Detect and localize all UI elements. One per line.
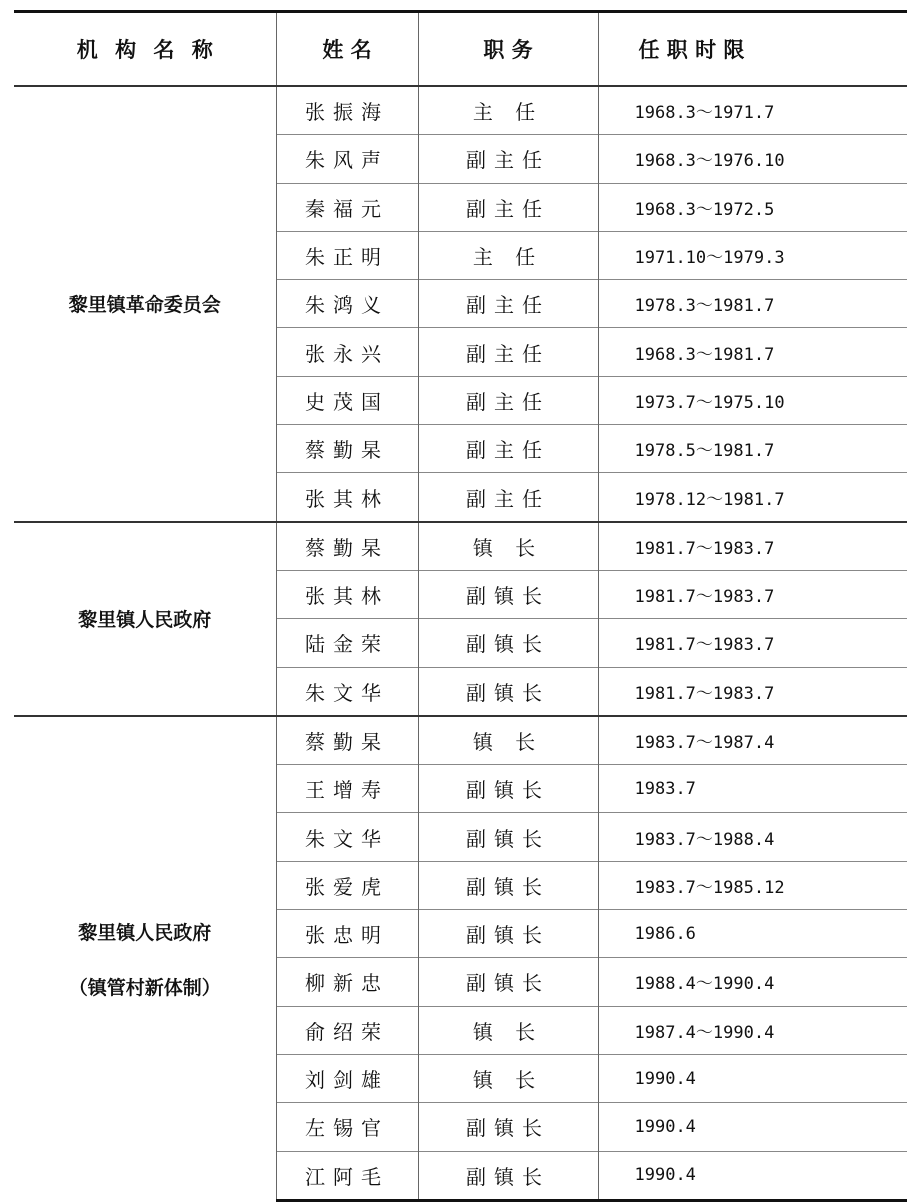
name-cell: 蔡勤杲 [276,425,418,473]
name-cell: 张爱虎 [276,861,418,909]
table-row [14,522,907,571]
name-cell: 陆金荣 [276,619,418,667]
term-cell: 1983.7～1987.4 [598,716,907,765]
header-org: 机 构 名 称 [14,12,276,87]
name-cell: 左锡官 [276,1103,418,1151]
name-cell: 张其林 [276,473,418,522]
role-cell: 副主任 [418,328,598,376]
name-cell: 张永兴 [276,328,418,376]
term-cell: 1990.4 [598,1054,907,1102]
term-cell: 1981.7～1983.7 [598,570,907,618]
term-cell: 1968.3～1972.5 [598,183,907,231]
table-header [14,12,907,87]
role-cell: 副主任 [418,473,598,522]
role-cell: 副镇长 [418,619,598,667]
role-cell: 镇 长 [418,716,598,765]
org-name-line: （镇管村新体制） [68,976,221,999]
table-row [14,716,907,765]
term-cell: 1986.6 [598,910,907,958]
term-cell: 1968.3～1981.7 [598,328,907,376]
role-cell: 副镇长 [418,813,598,861]
org-name-line: 黎里镇人民政府 [78,609,212,632]
role-cell: 副镇长 [418,667,598,716]
term-cell: 1981.7～1983.7 [598,619,907,667]
org-name-cell [14,522,276,716]
org-name-cell [14,86,276,522]
role-cell: 副镇长 [418,958,598,1006]
name-cell: 朱文华 [276,813,418,861]
role-cell: 副镇长 [418,570,598,618]
name-cell: 朱风声 [276,135,418,183]
role-cell: 副主任 [418,183,598,231]
term-cell: 1968.3～1976.10 [598,135,907,183]
role-cell: 镇 长 [418,522,598,571]
role-cell: 镇 长 [418,1006,598,1054]
header-term: 任 职 时 限 [598,12,907,87]
org-name-line: 黎里镇人民政府 [78,921,212,944]
role-cell: 镇 长 [418,1054,598,1102]
officials-table [14,10,907,1202]
term-cell: 1978.12～1981.7 [598,473,907,522]
term-cell: 1971.10～1979.3 [598,231,907,279]
name-cell: 朱正明 [276,231,418,279]
term-cell: 1983.7～1985.12 [598,861,907,909]
name-cell: 王增寿 [276,765,418,813]
name-cell: 张其林 [276,570,418,618]
term-cell: 1990.4 [598,1103,907,1151]
term-cell: 1968.3～1971.7 [598,86,907,135]
term-cell: 1983.7 [598,765,907,813]
name-cell: 俞绍荣 [276,1006,418,1054]
role-cell: 副镇长 [418,765,598,813]
role-cell: 副镇长 [418,861,598,909]
name-cell: 朱鸿义 [276,280,418,328]
term-cell: 1981.7～1983.7 [598,667,907,716]
term-cell: 1978.3～1981.7 [598,280,907,328]
term-cell: 1988.4～1990.4 [598,958,907,1006]
name-cell: 秦福元 [276,183,418,231]
name-cell: 刘剑雄 [276,1054,418,1102]
role-cell: 副镇长 [418,1103,598,1151]
name-cell: 张振海 [276,86,418,135]
name-cell: 江阿毛 [276,1151,418,1200]
role-cell: 副镇长 [418,1151,598,1200]
name-cell: 柳新忠 [276,958,418,1006]
role-cell: 副主任 [418,425,598,473]
table-body [14,86,907,1200]
table-row [14,86,907,135]
org-name-cell [14,716,276,1200]
role-cell: 主 任 [418,86,598,135]
role-cell: 主 任 [418,231,598,279]
term-cell: 1987.4～1990.4 [598,1006,907,1054]
role-cell: 副主任 [418,135,598,183]
officials-table-page [14,10,907,1202]
term-cell: 1973.7～1975.10 [598,376,907,424]
role-cell: 副镇长 [418,910,598,958]
name-cell: 史茂国 [276,376,418,424]
org-name-line: 黎里镇革命委员会 [68,294,221,317]
header-name: 姓 名 [276,12,418,87]
name-cell: 蔡勤杲 [276,716,418,765]
term-cell: 1981.7～1983.7 [598,522,907,571]
term-cell: 1990.4 [598,1151,907,1200]
role-cell: 副主任 [418,376,598,424]
role-cell: 副主任 [418,280,598,328]
term-cell: 1983.7～1988.4 [598,813,907,861]
term-cell: 1978.5～1981.7 [598,425,907,473]
header-role: 职 务 [418,12,598,87]
name-cell: 朱文华 [276,667,418,716]
name-cell: 蔡勤杲 [276,522,418,571]
name-cell: 张忠明 [276,910,418,958]
